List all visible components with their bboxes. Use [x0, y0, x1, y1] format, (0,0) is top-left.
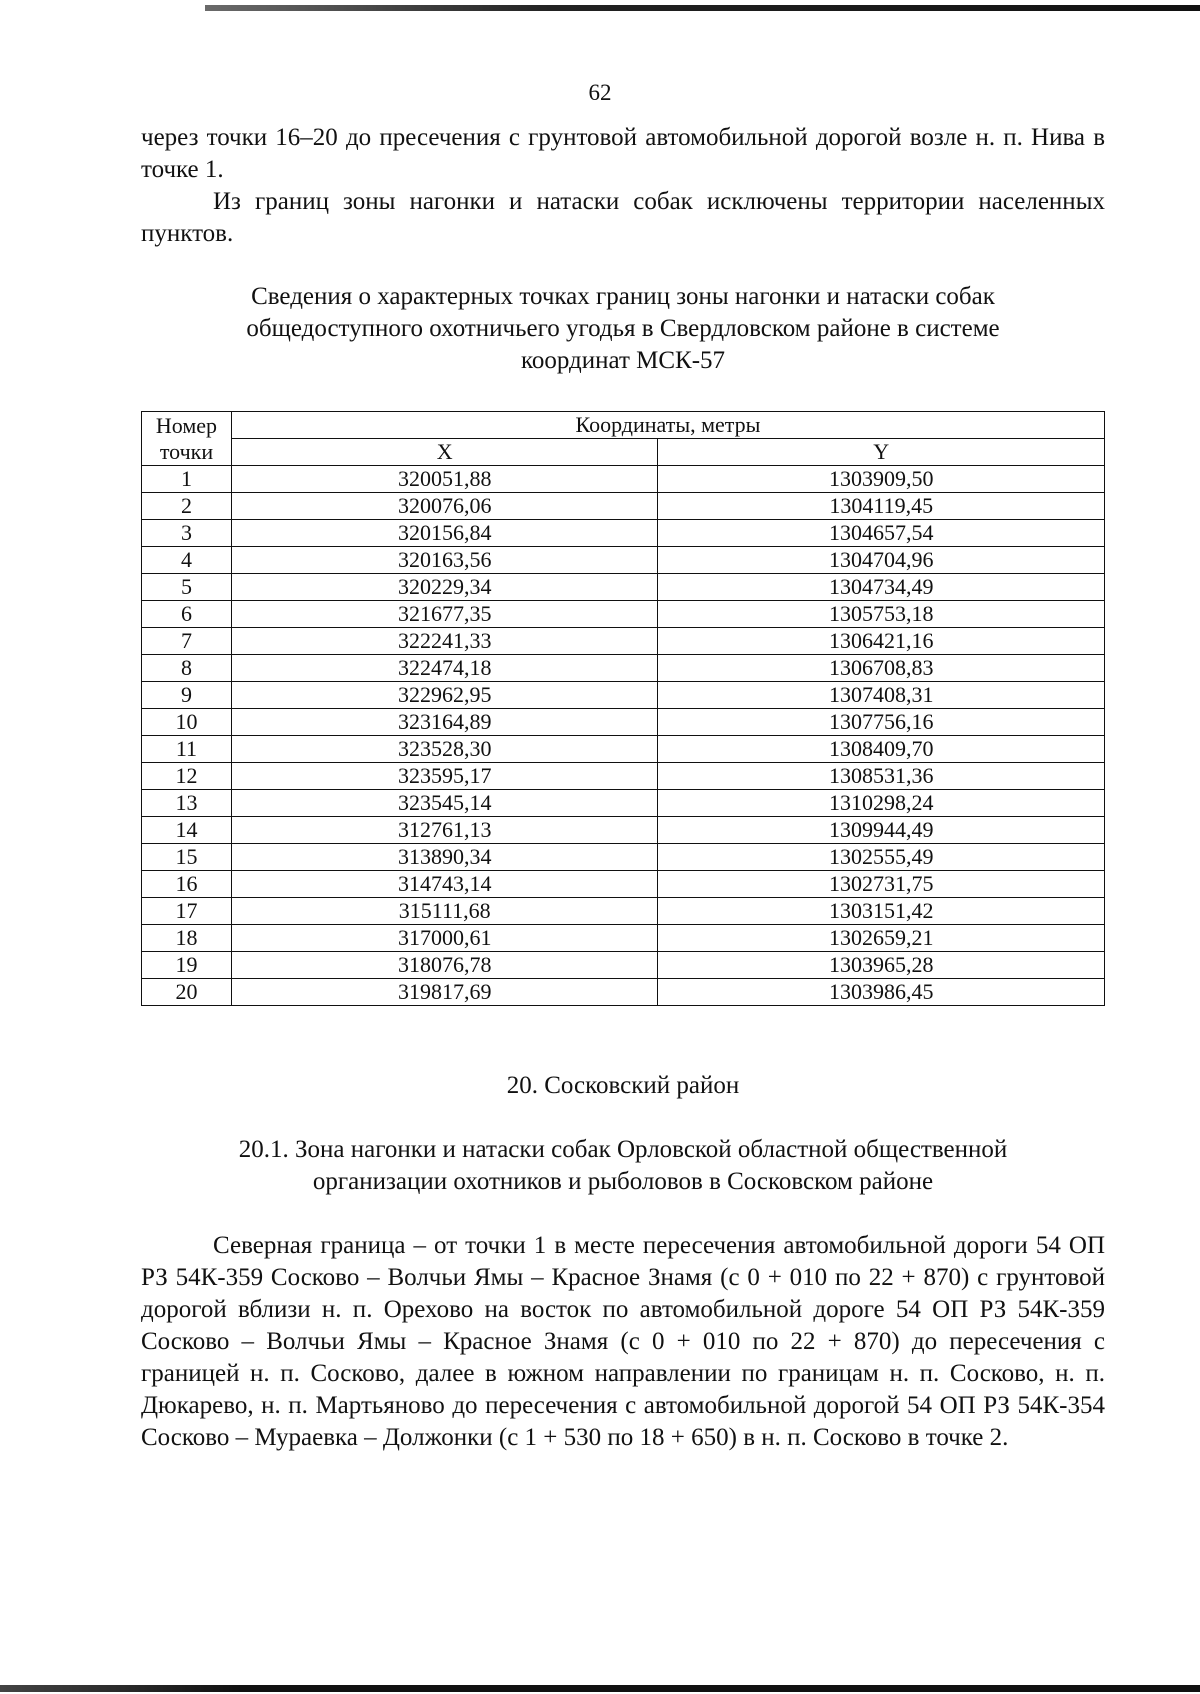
- table-row: [142, 925, 1105, 952]
- cell-y: 1307408,31: [658, 682, 1105, 709]
- bottom-border-line: [0, 1685, 1200, 1692]
- cell-point-number: 4: [142, 547, 232, 574]
- cell-y: 1306421,16: [658, 628, 1105, 655]
- coordinates-table: [141, 411, 1105, 1006]
- table-row: [142, 574, 1105, 601]
- cell-x: 315111,68: [231, 898, 658, 925]
- cell-y: 1309944,49: [658, 817, 1105, 844]
- table-row: [142, 952, 1105, 979]
- cell-point-number: 3: [142, 520, 232, 547]
- table-row: [142, 655, 1105, 682]
- cell-x: 313890,34: [231, 844, 658, 871]
- caption-line-3: координат МСК-57: [520, 347, 726, 374]
- cell-point-number: 12: [142, 763, 232, 790]
- cell-x: 320076,06: [231, 493, 658, 520]
- cell-y: 1304119,45: [658, 493, 1105, 520]
- cell-point-number: 5: [142, 574, 232, 601]
- cell-point-number: 7: [142, 628, 232, 655]
- header-coordinates: Координаты, метры: [231, 412, 1104, 439]
- header-y: Y: [658, 439, 1105, 466]
- cell-x: 321677,35: [231, 601, 658, 628]
- table-row: [142, 682, 1105, 709]
- cell-x: 314743,14: [231, 871, 658, 898]
- cell-point-number: 8: [142, 655, 232, 682]
- cell-y: 1304734,49: [658, 574, 1105, 601]
- table-row: [142, 736, 1105, 763]
- cell-point-number: 13: [142, 790, 232, 817]
- cell-x: 323164,89: [231, 709, 658, 736]
- cell-y: 1307756,16: [658, 709, 1105, 736]
- caption-line-2: общедоступного охотничьего угодья в Свердловском районе в системе: [246, 315, 1000, 342]
- subsection-title-line-1: 20.1. Зона нагонки и натаски собак Орловской областной общественной: [238, 1136, 1008, 1163]
- page-number: 62: [588, 80, 612, 105]
- cell-x: 322474,18: [231, 655, 658, 682]
- cell-point-number: 19: [142, 952, 232, 979]
- cell-point-number: 10: [142, 709, 232, 736]
- cell-point-number: 15: [142, 844, 232, 871]
- subsection-title-line-2: организации охотников и рыболовов в Сосковском районе: [312, 1168, 934, 1195]
- cell-point-number: 17: [142, 898, 232, 925]
- cell-x: 320163,56: [231, 547, 658, 574]
- top-border-line: [205, 5, 1200, 11]
- table-body: [142, 466, 1105, 1006]
- cell-y: 1305753,18: [658, 601, 1105, 628]
- cell-y: 1303986,45: [658, 979, 1105, 1006]
- coordinates-table-wrapper: [141, 411, 1105, 1006]
- cell-y: 1303151,42: [658, 898, 1105, 925]
- body-text: [141, 1230, 1105, 1454]
- cell-point-number: 11: [142, 736, 232, 763]
- cell-x: 323595,17: [231, 763, 658, 790]
- header-point-number: Номер точки: [142, 412, 232, 466]
- cell-point-number: 9: [142, 682, 232, 709]
- cell-y: 1310298,24: [658, 790, 1105, 817]
- cell-y: 1302659,21: [658, 925, 1105, 952]
- cell-x: 319817,69: [231, 979, 658, 1006]
- table-row: [142, 817, 1105, 844]
- section-title-text: 20. Сосковский район: [506, 1072, 740, 1099]
- intro-paragraph-1: через точки 16–20 до пресечения с грунтовой автомобильной дорогой возле н. п. Нива в точке 1.: [141, 124, 1105, 183]
- table-row: [142, 493, 1105, 520]
- cell-point-number: 18: [142, 925, 232, 952]
- cell-point-number: 1: [142, 466, 232, 493]
- cell-y: 1303909,50: [658, 466, 1105, 493]
- table-row: [142, 628, 1105, 655]
- intro-paragraph-2: Из границ зоны нагонки и натаски собак исключены территории населенных пунктов.: [141, 188, 1105, 247]
- cell-point-number: 2: [142, 493, 232, 520]
- table-row: [142, 790, 1105, 817]
- cell-y: 1308531,36: [658, 763, 1105, 790]
- table-row: [142, 763, 1105, 790]
- cell-y: 1306708,83: [658, 655, 1105, 682]
- table-caption: [141, 281, 1105, 377]
- body-paragraph: Северная граница – от точки 1 в месте пересечения автомобильной дороги 54 ОП РЗ 54К-359 Сосково – Волчьи Ямы – Красное Знамя (с 0 + 010 по 22 + 870) с грунтовой дорогой вблизи н. п. Орехово на восток по автомобильной дороге 54 ОП РЗ 54К-359 Сосково – Волчьи Ямы – Красное Знамя (с 0 + 010 по 22 + 870) до пересечения с границей н. п. Сосково, далее в южном направлении по границам н. п. Сосково, н. п. Дюкарево, н. п. Мартьяново до пересечения с автомобильной дорогой 54 ОП РЗ 54К-354 Сосково – Мураевка – Должонки (с 1 + 530 по 18 + 650) в н. п. Сосково в точке 2.: [141, 1232, 1105, 1451]
- intro-text: [141, 122, 1105, 250]
- cell-point-number: 14: [142, 817, 232, 844]
- header-x: X: [231, 439, 658, 466]
- cell-x: 323545,14: [231, 790, 658, 817]
- cell-x: 320156,84: [231, 520, 658, 547]
- cell-x: 323528,30: [231, 736, 658, 763]
- table-row: [142, 547, 1105, 574]
- cell-y: 1308409,70: [658, 736, 1105, 763]
- cell-x: 318076,78: [231, 952, 658, 979]
- subsection-title: [141, 1134, 1105, 1198]
- cell-point-number: 16: [142, 871, 232, 898]
- table-row: [142, 520, 1105, 547]
- caption-line-1: Сведения о характерных точках границ зоны нагонки и натаски собак: [251, 283, 995, 310]
- cell-x: 317000,61: [231, 925, 658, 952]
- cell-y: 1303965,28: [658, 952, 1105, 979]
- section-title: [141, 1070, 1105, 1102]
- cell-x: 312761,13: [231, 817, 658, 844]
- cell-point-number: 20: [142, 979, 232, 1006]
- cell-x: 322962,95: [231, 682, 658, 709]
- cell-y: 1302555,49: [658, 844, 1105, 871]
- table-row: [142, 709, 1105, 736]
- table-row: [142, 871, 1105, 898]
- cell-y: 1302731,75: [658, 871, 1105, 898]
- cell-point-number: 6: [142, 601, 232, 628]
- cell-y: 1304704,96: [658, 547, 1105, 574]
- cell-x: 320051,88: [231, 466, 658, 493]
- table-row: [142, 466, 1105, 493]
- table-row: [142, 844, 1105, 871]
- cell-y: 1304657,54: [658, 520, 1105, 547]
- table-row: [142, 898, 1105, 925]
- cell-x: 322241,33: [231, 628, 658, 655]
- cell-x: 320229,34: [231, 574, 658, 601]
- table-row: [142, 979, 1105, 1006]
- table-row: [142, 601, 1105, 628]
